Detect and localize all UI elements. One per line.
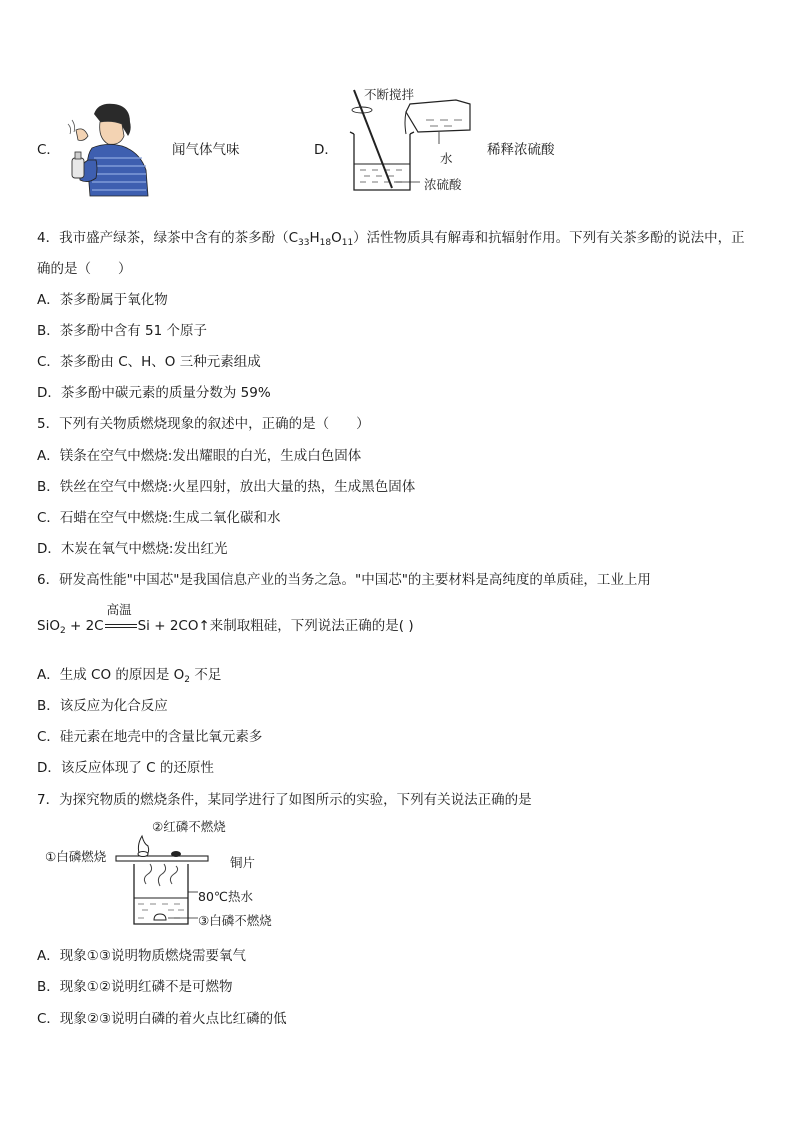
q6-equation: SiO$_2$ + 2C 高温 Si + 2CO↑来制取粗硅，下列说法正确的是( )	[37, 602, 414, 636]
option-d-caption: 稀释浓硫酸	[487, 142, 555, 158]
combustion-experiment-diagram	[112, 832, 212, 932]
label-water: 水	[440, 151, 453, 166]
label-acid: 浓硫酸	[424, 177, 462, 192]
label-stir: 不断搅拌	[364, 87, 415, 102]
q5-option-b[interactable]: B．铁丝在空气中燃烧:火星四射，放出大量的热，生成黑色固体	[37, 479, 416, 495]
option-d-letter: D．	[314, 142, 338, 158]
q5-option-a[interactable]: A．镁条在空气中燃烧:发出耀眼的白光，生成白色固体	[37, 448, 362, 464]
q7-option-a[interactable]: A．现象①③说明物质燃烧需要氧气	[37, 948, 246, 964]
q7-option-b[interactable]: B．现象①②说明红磷不是可燃物	[37, 979, 233, 995]
q5-option-d[interactable]: D．木炭在氧气中燃烧:发出红光	[37, 541, 228, 557]
label-white-p-burn: ①白磷燃烧	[45, 849, 107, 864]
option-c-caption: 闻气体气味	[172, 142, 240, 158]
q4-option-d[interactable]: D．茶多酚中碳元素的质量分数为 59%	[37, 385, 271, 401]
q6-option-b[interactable]: B．该反应为化合反应	[37, 698, 168, 714]
q7-option-c[interactable]: C．现象②③说明白磷的着火点比红磷的低	[37, 1011, 287, 1027]
q5-stem: 5．下列有关物质燃烧现象的叙述中，正确的是（ ）	[37, 416, 370, 432]
boy-smelling-illustration	[62, 100, 154, 196]
q5-option-c[interactable]: C．石蜡在空气中燃烧:生成二氧化碳和水	[37, 510, 281, 526]
q7-stem: 7．为探究物质的燃烧条件，某同学进行了如图所示的实验，下列有关说法正确的是	[37, 792, 532, 808]
q4-stem-line2: 确的是（ ）	[37, 261, 132, 277]
q6-option-c[interactable]: C．硅元素在地壳中的含量比氧元素多	[37, 729, 263, 745]
q4-stem-line1: 4．我市盛产绿茶，绿茶中含有的茶多酚$(C_{33}H_{18}O_{11})$活性物质具有解毒和抗辐射作用。下列有关茶多酚的说法中，正	[37, 230, 745, 248]
eq-double-line	[105, 624, 137, 628]
q6-stem: 6．研发高性能"中国芯"是我国信息产业的当务之急。"中国芯"的主要材料是高纯度的单质硅，工业上用	[37, 572, 651, 588]
label-red-p: ②红磷不燃烧	[152, 819, 226, 834]
option-c-letter: C．	[37, 142, 60, 158]
q4-option-a[interactable]: A．茶多酚属于氧化物	[37, 292, 168, 308]
label-copper: 铜片	[230, 855, 256, 870]
q4-option-b[interactable]: B．茶多酚中含有 51 个原子	[37, 323, 208, 339]
eq-condition: 高温	[106, 602, 132, 617]
label-white-p-water: ③白磷不燃烧	[198, 913, 272, 928]
q6-option-a[interactable]: A．生成 CO 的原因是 $O_2$ 不足	[37, 667, 222, 685]
q6-option-d[interactable]: D．该反应体现了 C 的还原性	[37, 760, 214, 776]
label-hot-water: 80℃热水	[198, 889, 253, 904]
q4-option-c[interactable]: C．茶多酚由 C、H、O 三种元素组成	[37, 354, 261, 370]
